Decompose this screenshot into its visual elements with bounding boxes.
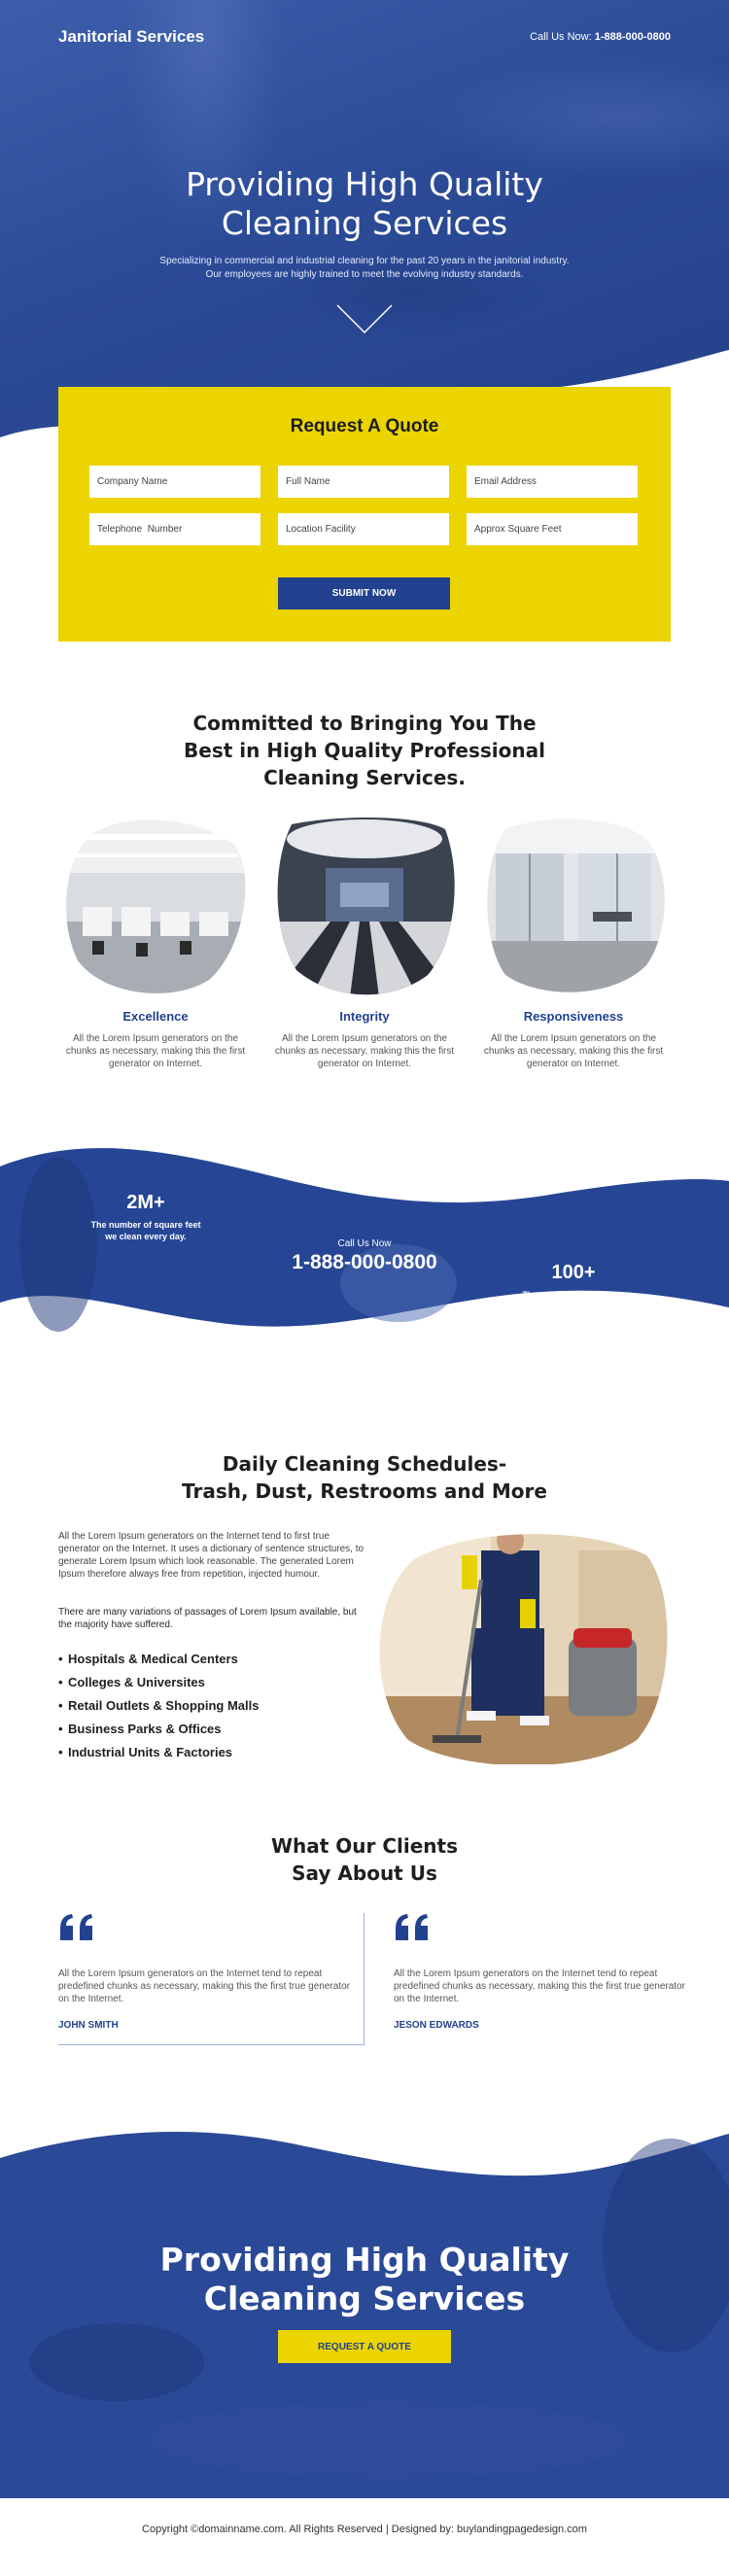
daily-title-line1: Daily Cleaning Schedules- (222, 1452, 507, 1476)
daily-title (0, 1450, 729, 1505)
hero-subtitle-line2: Our employees are highly trained to meet the evolving industry standards. (205, 269, 524, 280)
feature-title-integrity: Integrity (339, 1009, 390, 1024)
hero-title-line1: Providing High Quality (186, 165, 543, 203)
quote-mark-icon (394, 1913, 433, 1942)
testimonials-title (0, 1832, 729, 1887)
feature-text-excellence: All the Lorem Ipsum generators on the chunks as necessary, making this the first generator on Internet. (65, 1033, 246, 1069)
testimonial-text: All the Lorem Ipsum generators on the Internet tend to repeat predefined chunks as necessary, making this the first true generator on the Internet. (58, 1968, 350, 2004)
feature-title-responsiveness: Responsiveness (523, 1009, 624, 1024)
service-list (58, 1648, 369, 1764)
header-call-us[interactable] (530, 31, 671, 43)
committed-title-line1: Committed to Bringing You The (192, 712, 537, 735)
stats-call-us-label: Call Us Now (337, 1238, 392, 1249)
lobby-hall-image (272, 815, 457, 997)
cta-section (0, 2119, 729, 2498)
cta-title (0, 2241, 729, 2318)
testimonial-author: JOHN SMITH (58, 2020, 119, 2031)
list-item: • Colleges & Universites (58, 1671, 369, 1694)
full-name-input[interactable] (278, 466, 449, 498)
list-item: • Business Parks & Offices (58, 1718, 369, 1741)
list-item: • Retail Outlets & Shopping Malls (58, 1694, 369, 1718)
feature-title-excellence: Excellence (122, 1009, 189, 1024)
header-call-number[interactable]: 1-888-000-0800 (594, 31, 671, 43)
brand-logo-text[interactable]: Janitorial Services (58, 27, 205, 46)
vacuum-cleaning-image (374, 1531, 671, 1764)
company-name-input[interactable] (89, 466, 260, 498)
list-item: • Industrial Units & Factories (58, 1741, 369, 1764)
stat-buildings-label-line2: we clean daily. (542, 1302, 605, 1311)
testimonial-card (58, 1913, 374, 2119)
committed-title (0, 710, 729, 791)
testimonial-author: JESON EDWARDS (394, 2020, 479, 2031)
daily-paragraph-1: All the Lorem Ipsum generators on the Internet tend to first true generator on the Internet. It uses a dictionary of sentence structures, to generate Lorem Ipsum which look reasonable. The generated Lorem Ipsum therefore always free from repetition, injected humour. (58, 1531, 364, 1580)
glass-office-image (481, 815, 666, 997)
stat-buildings-number: 100+ (551, 1262, 596, 1283)
stat-square-feet-label-line1: The number of square feet (90, 1220, 201, 1230)
stats-band (0, 1137, 729, 1337)
telephone-input[interactable] (89, 513, 260, 545)
feature-text-integrity: All the Lorem Ipsum generators on the chunks as necessary, making this the first generator on Internet. (274, 1033, 455, 1069)
daily-title-line2: Trash, Dust, Restrooms and More (182, 1479, 547, 1503)
chevron-down-icon[interactable] (335, 301, 394, 336)
header-call-label: Call Us Now: (530, 31, 595, 43)
stats-call-number[interactable]: 1-888-000-0800 (292, 1251, 437, 1273)
committed-title-line3: Cleaning Services. (263, 766, 466, 789)
feature-text-responsiveness: All the Lorem Ipsum generators on the chunks as necessary, making this the first generator on Internet. (483, 1033, 664, 1069)
quote-form (58, 387, 671, 642)
stat-buildings-label-line1: The number of buildings (522, 1290, 625, 1300)
footer-copyright: Copyright ©domainname.com. All Rights Reserved | Designed by: buylandingpagedesign.com (142, 2524, 587, 2535)
location-facility-input[interactable] (278, 513, 449, 545)
stat-square-feet-label-line2: we clean every day. (105, 1232, 187, 1241)
testimonials-title-line1: What Our Clients (270, 1834, 459, 1858)
stat-square-feet-number: 2M+ (126, 1192, 165, 1213)
stat-square-feet-label (78, 1219, 214, 1242)
list-item: • Hospitals & Medical Centers (58, 1648, 369, 1671)
quote-mark-icon (58, 1913, 97, 1942)
quote-form-title: Request A Quote (290, 416, 439, 436)
hero-title-line2: Cleaning Services (221, 204, 508, 242)
hero-subtitle-line1: Specializing in commercial and industrial cleaning for the past 20 years in the janitorial industry. (159, 256, 570, 266)
office-cubicles-image (63, 815, 248, 997)
testimonials-title-line2: Say About Us (292, 1862, 437, 1885)
square-feet-input[interactable] (467, 513, 638, 545)
cta-title-line2: Cleaning Services (203, 2280, 526, 2317)
email-input[interactable] (467, 466, 638, 498)
testimonial-text: All the Lorem Ipsum generators on the Internet tend to repeat predefined chunks as necessary, making this the first true generator on the Internet. (394, 1968, 685, 2004)
daily-paragraph-2: There are many variations of passages of Lorem Ipsum available, but the majority have suffered. (58, 1607, 357, 1630)
hero-title (0, 165, 729, 243)
testimonial-card (394, 1913, 710, 2119)
submit-now-button[interactable]: SUBMIT NOW (278, 577, 450, 609)
committed-title-line2: Best in High Quality Professional (184, 739, 545, 762)
request-quote-button[interactable]: REQUEST A QUOTE (278, 2330, 451, 2363)
cta-title-line1: Providing High Quality (159, 2241, 570, 2279)
stat-buildings-label (505, 1289, 642, 1312)
hero-subtitle (126, 255, 603, 282)
